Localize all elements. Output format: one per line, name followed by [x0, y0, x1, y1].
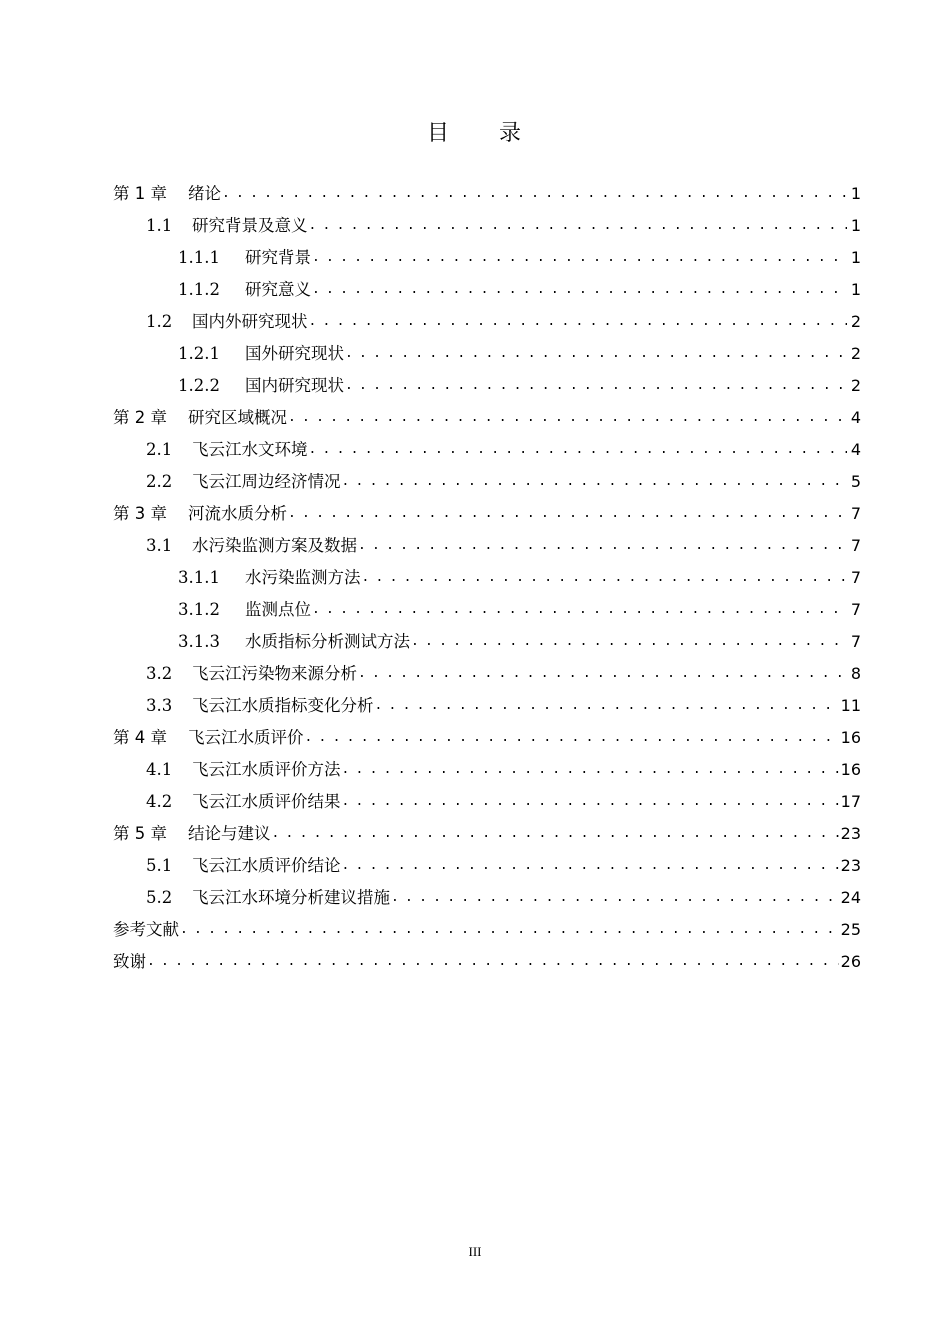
toc-entry-number: 第 3 章 — [113, 504, 167, 523]
toc-entry[interactable] — [113, 244, 861, 276]
toc-entry-number: 5.1 — [146, 856, 173, 875]
toc-dot-leader — [312, 278, 847, 297]
toc-entry-number: 第 2 章 — [113, 408, 167, 427]
toc-entry[interactable] — [113, 692, 861, 724]
toc-entry-page: 7 — [850, 568, 861, 587]
toc-dot-leader — [180, 918, 839, 937]
toc-entry-page: 16 — [840, 760, 861, 779]
table-of-contents — [113, 180, 861, 980]
toc-dot-leader — [391, 886, 839, 905]
toc-dot-leader — [342, 758, 839, 777]
toc-entry-title: 飞云江污染物来源分析 — [192, 664, 357, 683]
toc-dot-leader — [288, 406, 847, 425]
toc-entry[interactable] — [113, 820, 861, 852]
toc-entry[interactable] — [113, 404, 861, 436]
toc-entry-title: 水污染监测方法 — [245, 568, 361, 587]
toc-entry-title: 国内外研究现状 — [192, 312, 308, 331]
toc-entry-title: 研究意义 — [245, 280, 311, 299]
toc-dot-leader — [411, 630, 847, 649]
toc-entry-page: 16 — [840, 728, 861, 747]
toc-entry-title: 飞云江水质评价方法 — [192, 760, 341, 779]
toc-entry-number: 3.1.1 — [178, 568, 220, 587]
toc-entry-page: 1 — [850, 216, 861, 235]
toc-entry-title: 飞云江水质评价 — [188, 728, 304, 747]
toc-entry[interactable] — [113, 948, 861, 980]
toc-entry[interactable] — [113, 916, 861, 948]
toc-entry-title: 参考文献 — [113, 920, 179, 939]
toc-entry-title: 绪论 — [188, 184, 221, 203]
toc-entry[interactable] — [113, 340, 861, 372]
toc-entry[interactable] — [113, 372, 861, 404]
toc-entry-number: 2.1 — [146, 440, 173, 459]
toc-entry-number: 1.2.1 — [178, 344, 220, 363]
toc-dot-leader — [305, 726, 839, 745]
toc-entry-number: 3.1.2 — [178, 600, 220, 619]
toc-entry-page: 2 — [850, 376, 861, 395]
toc-entry-title: 国内研究现状 — [245, 376, 344, 395]
toc-entry-page: 26 — [840, 952, 861, 971]
page-number-footer: III — [468, 1244, 482, 1259]
toc-dot-leader — [358, 662, 847, 681]
toc-dot-leader — [345, 342, 847, 361]
toc-entry[interactable] — [113, 788, 861, 820]
toc-entry-title: 河流水质分析 — [188, 504, 287, 523]
toc-entry-number: 1.2 — [146, 312, 173, 331]
toc-entry-page: 4 — [850, 440, 861, 459]
toc-entry-page: 7 — [850, 632, 861, 651]
toc-entry-number: 3.3 — [146, 696, 173, 715]
toc-entry-number: 3.1.3 — [178, 632, 220, 651]
toc-entry-number: 1.1 — [146, 216, 173, 235]
toc-entry[interactable] — [113, 276, 861, 308]
toc-entry-number: 3.2 — [146, 664, 173, 683]
toc-entry-page: 23 — [840, 824, 861, 843]
toc-dot-leader — [342, 790, 839, 809]
toc-dot-leader — [345, 374, 847, 393]
page-title — [0, 116, 950, 147]
toc-entry-page: 2 — [850, 312, 861, 331]
toc-entry-page: 1 — [850, 248, 861, 267]
toc-entry-title: 水质指标分析测试方法 — [245, 632, 410, 651]
toc-entry-page: 1 — [850, 184, 861, 203]
toc-dot-leader — [358, 534, 847, 553]
toc-entry[interactable] — [113, 180, 861, 212]
title-right-char: 录 — [499, 121, 524, 146]
toc-entry[interactable] — [113, 884, 861, 916]
toc-dot-leader — [375, 694, 839, 713]
toc-entry-page: 7 — [850, 600, 861, 619]
toc-entry-title: 致谢 — [113, 952, 146, 971]
toc-entry-title: 国外研究现状 — [245, 344, 344, 363]
toc-entry-title: 飞云江水环境分析建议措施 — [192, 888, 390, 907]
toc-dot-leader — [309, 438, 848, 457]
toc-entry-title: 水污染监测方案及数据 — [192, 536, 357, 555]
toc-entry-number: 4.2 — [146, 792, 173, 811]
toc-entry-number: 1.1.1 — [178, 248, 220, 267]
toc-dot-leader — [309, 214, 848, 233]
toc-entry-title: 飞云江水质评价结果 — [192, 792, 341, 811]
toc-entry-page: 1 — [850, 280, 861, 299]
toc-entry-title: 飞云江周边经济情况 — [192, 472, 341, 491]
toc-dot-leader — [288, 502, 847, 521]
toc-dot-leader — [362, 566, 848, 585]
toc-dot-leader — [272, 822, 839, 841]
toc-entry-title: 结论与建议 — [188, 824, 271, 843]
toc-entry[interactable] — [113, 724, 861, 756]
toc-entry-page: 4 — [850, 408, 861, 427]
toc-entry[interactable] — [113, 596, 861, 628]
toc-dot-leader — [342, 854, 839, 873]
toc-entry[interactable] — [113, 308, 861, 340]
toc-dot-leader — [342, 470, 848, 489]
toc-dot-leader — [147, 950, 839, 969]
toc-entry-page: 17 — [840, 792, 861, 811]
toc-entry-page: 7 — [850, 504, 861, 523]
toc-entry[interactable] — [113, 468, 861, 500]
toc-entry-page: 8 — [850, 664, 861, 683]
toc-entry-page: 24 — [840, 888, 861, 907]
toc-entry-number: 1.1.2 — [178, 280, 220, 299]
toc-entry-page: 5 — [850, 472, 861, 491]
toc-entry[interactable] — [113, 564, 861, 596]
toc-entry-page: 2 — [850, 344, 861, 363]
toc-entry[interactable] — [113, 628, 861, 660]
toc-dot-leader — [222, 182, 847, 201]
toc-entry-number: 第 1 章 — [113, 184, 167, 203]
toc-entry-page: 7 — [850, 536, 861, 555]
toc-entry-page: 23 — [840, 856, 861, 875]
toc-entry-number: 5.2 — [146, 888, 173, 907]
toc-entry-number: 3.1 — [146, 536, 173, 555]
toc-entry[interactable] — [113, 212, 861, 244]
toc-dot-leader — [312, 598, 847, 617]
toc-entry-page: 25 — [840, 920, 861, 939]
toc-entry[interactable] — [113, 500, 861, 532]
toc-entry-number: 4.1 — [146, 760, 173, 779]
toc-entry-number: 第 4 章 — [113, 728, 167, 747]
toc-entry-title: 飞云江水文环境 — [192, 440, 308, 459]
toc-entry-title: 飞云江水质指标变化分析 — [192, 696, 374, 715]
toc-entry-number: 第 5 章 — [113, 824, 167, 843]
toc-entry[interactable] — [113, 436, 861, 468]
toc-entry-number: 2.2 — [146, 472, 173, 491]
toc-entry[interactable] — [113, 660, 861, 692]
toc-entry-number: 1.2.2 — [178, 376, 220, 395]
toc-entry-title: 研究背景及意义 — [192, 216, 308, 235]
toc-dot-leader — [309, 310, 848, 329]
toc-entry-title: 飞云江水质评价结论 — [192, 856, 341, 875]
toc-entry-title: 研究区域概况 — [188, 408, 287, 427]
toc-entry[interactable] — [113, 756, 861, 788]
toc-entry[interactable] — [113, 532, 861, 564]
toc-entry-title: 监测点位 — [245, 600, 311, 619]
title-left-char: 目 — [426, 121, 451, 146]
toc-entry[interactable] — [113, 852, 861, 884]
toc-entry-page: 11 — [840, 696, 861, 715]
toc-dot-leader — [312, 246, 847, 265]
toc-entry-title: 研究背景 — [245, 248, 311, 267]
